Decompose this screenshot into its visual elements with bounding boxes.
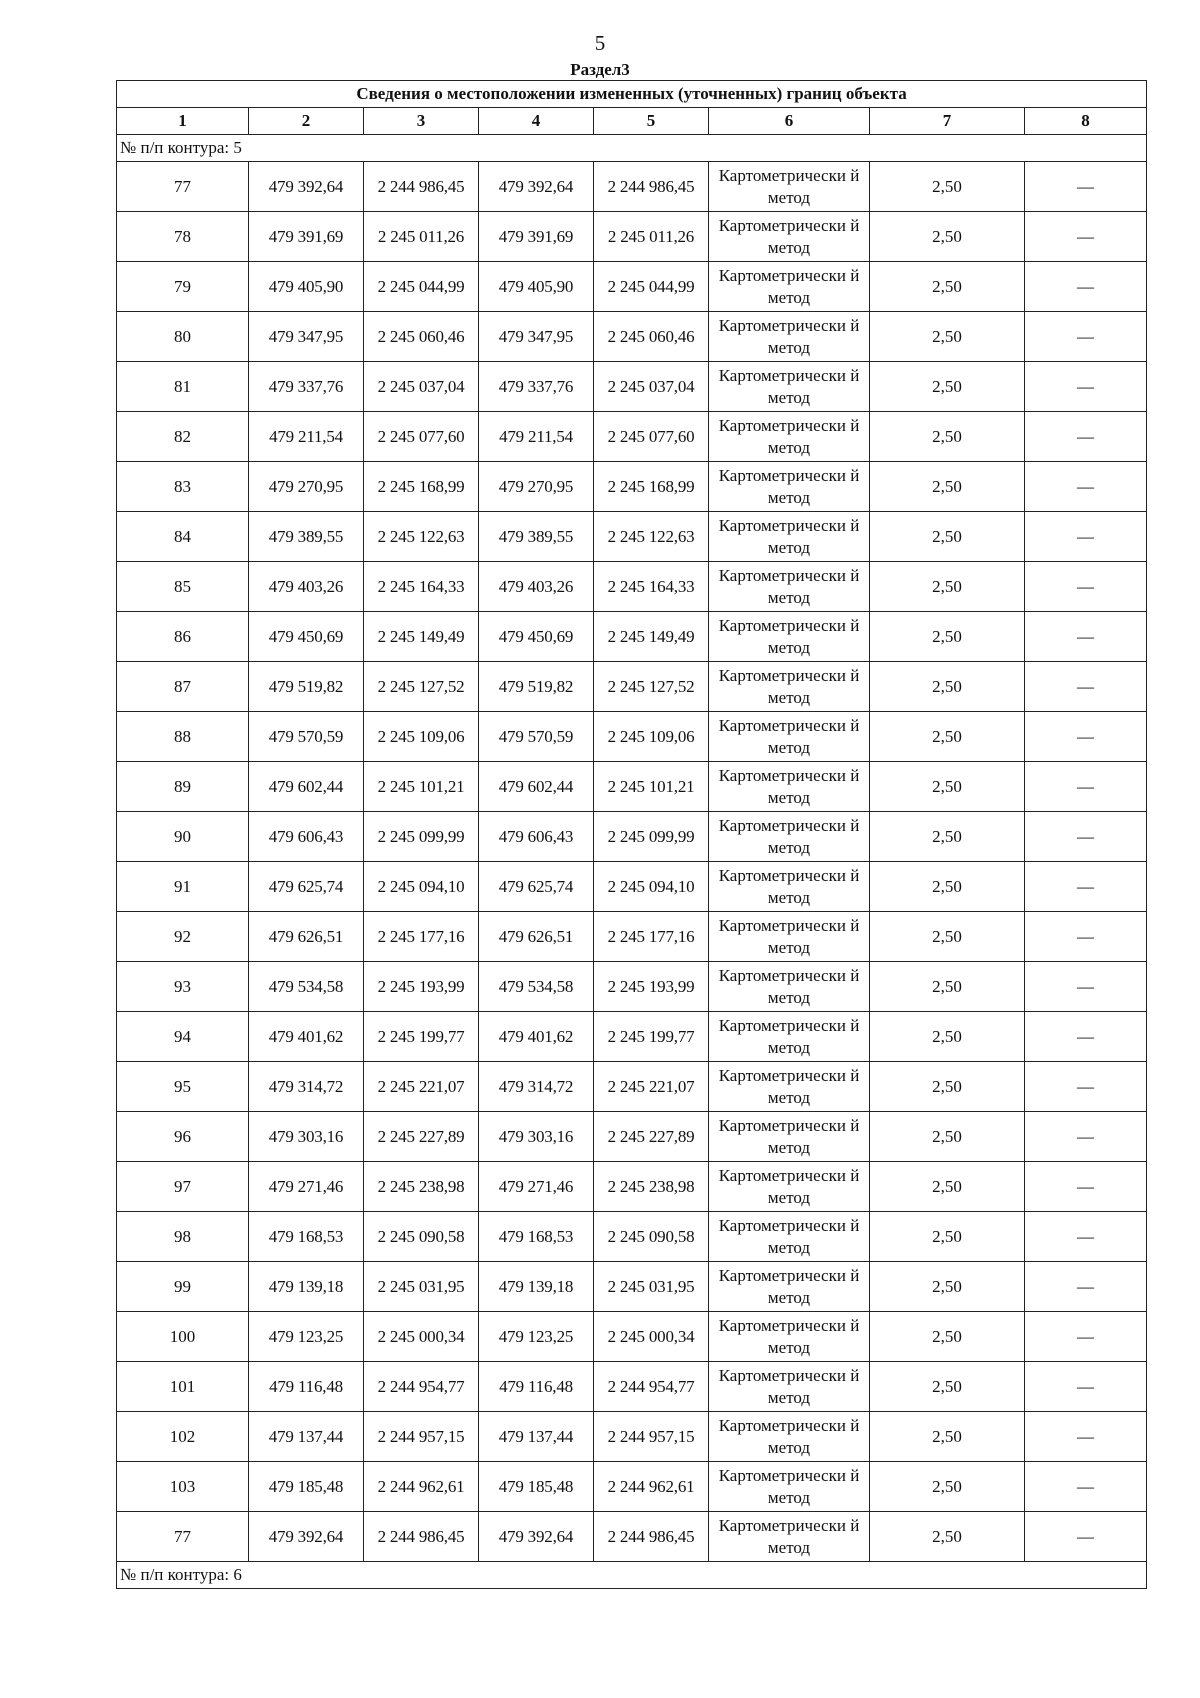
existing-x: 479 139,18 <box>249 1262 364 1312</box>
refined-x: 479 626,51 <box>479 912 594 962</box>
point-number: 88 <box>117 712 249 762</box>
refined-x: 479 391,69 <box>479 212 594 262</box>
refined-y: 2 245 127,52 <box>594 662 709 712</box>
table-row <box>117 712 1147 762</box>
refined-x: 479 392,64 <box>479 162 594 212</box>
point-number: 77 <box>117 162 249 212</box>
point-number: 83 <box>117 462 249 512</box>
refined-x: 479 168,53 <box>479 1212 594 1262</box>
existing-y: 2 245 011,26 <box>364 212 479 262</box>
note-cell: — <box>1025 262 1147 312</box>
accuracy-cell: 2,50 <box>870 612 1025 662</box>
refined-y: 2 245 037,04 <box>594 362 709 412</box>
refined-y: 2 245 177,16 <box>594 912 709 962</box>
refined-x: 479 405,90 <box>479 262 594 312</box>
note-cell: — <box>1025 1112 1147 1162</box>
existing-x: 479 626,51 <box>249 912 364 962</box>
point-number: 103 <box>117 1462 249 1512</box>
point-number: 77 <box>117 1512 249 1562</box>
note-cell: — <box>1025 412 1147 462</box>
refined-x: 479 602,44 <box>479 762 594 812</box>
refined-y: 2 245 011,26 <box>594 212 709 262</box>
existing-y: 2 245 127,52 <box>364 662 479 712</box>
note-cell: — <box>1025 1212 1147 1262</box>
accuracy-cell: 2,50 <box>870 1112 1025 1162</box>
table-row <box>117 912 1147 962</box>
note-cell: — <box>1025 512 1147 562</box>
refined-x: 479 270,95 <box>479 462 594 512</box>
existing-x: 479 519,82 <box>249 662 364 712</box>
refined-x: 479 519,82 <box>479 662 594 712</box>
table-row <box>117 962 1147 1012</box>
column-number: 7 <box>870 108 1025 135</box>
table-row <box>117 262 1147 312</box>
refined-y: 2 244 954,77 <box>594 1362 709 1412</box>
method-cell: Картометрически й метод <box>709 1362 870 1412</box>
existing-x: 479 392,64 <box>249 1512 364 1562</box>
refined-y: 2 245 193,99 <box>594 962 709 1012</box>
section-title: Раздел3 <box>570 60 630 79</box>
accuracy-cell: 2,50 <box>870 662 1025 712</box>
existing-y: 2 245 090,58 <box>364 1212 479 1262</box>
accuracy-cell: 2,50 <box>870 1312 1025 1362</box>
column-number-row <box>117 108 1147 135</box>
method-cell: Картометрически й метод <box>709 362 870 412</box>
accuracy-cell: 2,50 <box>870 162 1025 212</box>
table-row <box>117 1162 1147 1212</box>
method-cell: Картометрически й метод <box>709 162 870 212</box>
method-cell: Картометрически й метод <box>709 1062 870 1112</box>
method-cell: Картометрически й метод <box>709 612 870 662</box>
column-number: 3 <box>364 108 479 135</box>
point-number: 96 <box>117 1112 249 1162</box>
existing-x: 479 401,62 <box>249 1012 364 1062</box>
existing-x: 479 137,44 <box>249 1412 364 1462</box>
point-number: 86 <box>117 612 249 662</box>
existing-y: 2 244 954,77 <box>364 1362 479 1412</box>
note-cell: — <box>1025 212 1147 262</box>
refined-x: 479 337,76 <box>479 362 594 412</box>
accuracy-cell: 2,50 <box>870 212 1025 262</box>
method-cell: Картометрически й метод <box>709 712 870 762</box>
accuracy-cell: 2,50 <box>870 962 1025 1012</box>
table-row <box>117 612 1147 662</box>
refined-x: 479 139,18 <box>479 1262 594 1312</box>
accuracy-cell: 2,50 <box>870 1162 1025 1212</box>
point-number: 79 <box>117 262 249 312</box>
method-cell: Картометрически й метод <box>709 1212 870 1262</box>
point-number: 101 <box>117 1362 249 1412</box>
refined-y: 2 244 986,45 <box>594 1512 709 1562</box>
existing-y: 2 245 221,07 <box>364 1062 479 1112</box>
column-number: 6 <box>709 108 870 135</box>
table-row <box>117 1462 1147 1512</box>
point-number: 84 <box>117 512 249 562</box>
table-row <box>117 512 1147 562</box>
existing-y: 2 245 031,95 <box>364 1262 479 1312</box>
existing-y: 2 245 227,89 <box>364 1112 479 1162</box>
existing-y: 2 245 094,10 <box>364 862 479 912</box>
existing-y: 2 245 099,99 <box>364 812 479 862</box>
column-number: 1 <box>117 108 249 135</box>
existing-y: 2 244 957,15 <box>364 1412 479 1462</box>
accuracy-cell: 2,50 <box>870 562 1025 612</box>
note-cell: — <box>1025 1312 1147 1362</box>
refined-y: 2 245 094,10 <box>594 862 709 912</box>
point-number: 98 <box>117 1212 249 1262</box>
existing-x: 479 123,25 <box>249 1312 364 1362</box>
existing-x: 479 389,55 <box>249 512 364 562</box>
note-cell: — <box>1025 862 1147 912</box>
method-cell: Картометрически й метод <box>709 1312 870 1362</box>
refined-x: 479 534,58 <box>479 962 594 1012</box>
existing-y: 2 245 168,99 <box>364 462 479 512</box>
method-cell: Картометрически й метод <box>709 912 870 962</box>
point-number: 94 <box>117 1012 249 1062</box>
existing-x: 479 392,64 <box>249 162 364 212</box>
accuracy-cell: 2,50 <box>870 762 1025 812</box>
point-number: 80 <box>117 312 249 362</box>
existing-y: 2 244 986,45 <box>364 162 479 212</box>
column-number: 5 <box>594 108 709 135</box>
table-row <box>117 1362 1147 1412</box>
method-cell: Картометрически й метод <box>709 1012 870 1062</box>
note-cell: — <box>1025 362 1147 412</box>
note-cell: — <box>1025 762 1147 812</box>
note-cell: — <box>1025 162 1147 212</box>
refined-x: 479 347,95 <box>479 312 594 362</box>
note-cell: — <box>1025 562 1147 612</box>
existing-x: 479 403,26 <box>249 562 364 612</box>
table-row <box>117 1512 1147 1562</box>
method-cell: Картометрически й метод <box>709 1412 870 1462</box>
column-number: 4 <box>479 108 594 135</box>
existing-y: 2 245 000,34 <box>364 1312 479 1362</box>
accuracy-cell: 2,50 <box>870 262 1025 312</box>
existing-x: 479 450,69 <box>249 612 364 662</box>
refined-y: 2 245 164,33 <box>594 562 709 612</box>
existing-x: 479 602,44 <box>249 762 364 812</box>
point-number: 81 <box>117 362 249 412</box>
existing-y: 2 244 986,45 <box>364 1512 479 1562</box>
refined-y: 2 245 199,77 <box>594 1012 709 1062</box>
point-number: 97 <box>117 1162 249 1212</box>
contour-label: № п/п контура: 6 <box>117 1562 1147 1589</box>
table-row <box>117 1112 1147 1162</box>
existing-x: 479 168,53 <box>249 1212 364 1262</box>
existing-x: 479 606,43 <box>249 812 364 862</box>
method-cell: Картометрически й метод <box>709 262 870 312</box>
existing-y: 2 245 177,16 <box>364 912 479 962</box>
note-cell: — <box>1025 312 1147 362</box>
existing-y: 2 245 044,99 <box>364 262 479 312</box>
point-number: 78 <box>117 212 249 262</box>
refined-y: 2 245 227,89 <box>594 1112 709 1162</box>
existing-x: 479 303,16 <box>249 1112 364 1162</box>
method-cell: Картометрически й метод <box>709 812 870 862</box>
point-number: 89 <box>117 762 249 812</box>
existing-y: 2 245 199,77 <box>364 1012 479 1062</box>
refined-y: 2 245 077,60 <box>594 412 709 462</box>
table-row <box>117 762 1147 812</box>
method-cell: Картометрически й метод <box>709 462 870 512</box>
note-cell: — <box>1025 812 1147 862</box>
accuracy-cell: 2,50 <box>870 1262 1025 1312</box>
table-row <box>117 1412 1147 1462</box>
method-cell: Картометрически й метод <box>709 1112 870 1162</box>
note-cell: — <box>1025 1012 1147 1062</box>
existing-x: 479 270,95 <box>249 462 364 512</box>
refined-y: 2 245 060,46 <box>594 312 709 362</box>
method-cell: Картометрически й метод <box>709 412 870 462</box>
refined-x: 479 303,16 <box>479 1112 594 1162</box>
page-number: 5 <box>594 31 606 55</box>
method-cell: Картометрически й метод <box>709 1162 870 1212</box>
refined-y: 2 245 044,99 <box>594 262 709 312</box>
existing-x: 479 347,95 <box>249 312 364 362</box>
refined-y: 2 244 986,45 <box>594 162 709 212</box>
table-row <box>117 462 1147 512</box>
existing-y: 2 245 037,04 <box>364 362 479 412</box>
accuracy-cell: 2,50 <box>870 512 1025 562</box>
existing-x: 479 314,72 <box>249 1062 364 1112</box>
note-cell: — <box>1025 1362 1147 1412</box>
table-row <box>117 212 1147 262</box>
refined-x: 479 314,72 <box>479 1062 594 1112</box>
table-row <box>117 312 1147 362</box>
existing-y: 2 245 060,46 <box>364 312 479 362</box>
existing-y: 2 245 101,21 <box>364 762 479 812</box>
table-row <box>117 1012 1147 1062</box>
refined-y: 2 245 031,95 <box>594 1262 709 1312</box>
refined-y: 2 245 168,99 <box>594 462 709 512</box>
method-cell: Картометрически й метод <box>709 662 870 712</box>
table-row <box>117 412 1147 462</box>
accuracy-cell: 2,50 <box>870 1012 1025 1062</box>
point-number: 102 <box>117 1412 249 1462</box>
accuracy-cell: 2,50 <box>870 412 1025 462</box>
table-row <box>117 812 1147 862</box>
refined-y: 2 244 957,15 <box>594 1412 709 1462</box>
point-number: 82 <box>117 412 249 462</box>
boundary-coordinates-table <box>116 80 1147 1589</box>
existing-x: 479 337,76 <box>249 362 364 412</box>
method-cell: Картометрически й метод <box>709 1512 870 1562</box>
method-cell: Картометрически й метод <box>709 1262 870 1312</box>
existing-y: 2 245 164,33 <box>364 562 479 612</box>
existing-x: 479 211,54 <box>249 412 364 462</box>
accuracy-cell: 2,50 <box>870 1512 1025 1562</box>
note-cell: — <box>1025 912 1147 962</box>
table-caption: Сведения о местоположении измененных (уточненных) границ объекта <box>117 81 1147 108</box>
table-row <box>117 862 1147 912</box>
refined-x: 479 401,62 <box>479 1012 594 1062</box>
existing-x: 479 405,90 <box>249 262 364 312</box>
refined-y: 2 244 962,61 <box>594 1462 709 1512</box>
accuracy-cell: 2,50 <box>870 1362 1025 1412</box>
accuracy-cell: 2,50 <box>870 312 1025 362</box>
accuracy-cell: 2,50 <box>870 912 1025 962</box>
refined-x: 479 403,26 <box>479 562 594 612</box>
existing-y: 2 245 077,60 <box>364 412 479 462</box>
refined-x: 479 450,69 <box>479 612 594 662</box>
existing-y: 2 244 962,61 <box>364 1462 479 1512</box>
existing-y: 2 245 193,99 <box>364 962 479 1012</box>
point-number: 90 <box>117 812 249 862</box>
table-row <box>117 1212 1147 1262</box>
note-cell: — <box>1025 1512 1147 1562</box>
refined-x: 479 625,74 <box>479 862 594 912</box>
refined-x: 479 116,48 <box>479 1362 594 1412</box>
accuracy-cell: 2,50 <box>870 712 1025 762</box>
existing-x: 479 625,74 <box>249 862 364 912</box>
accuracy-cell: 2,50 <box>870 1062 1025 1112</box>
accuracy-cell: 2,50 <box>870 812 1025 862</box>
column-number: 2 <box>249 108 364 135</box>
accuracy-cell: 2,50 <box>870 1462 1025 1512</box>
refined-y: 2 245 101,21 <box>594 762 709 812</box>
refined-y: 2 245 000,34 <box>594 1312 709 1362</box>
note-cell: — <box>1025 462 1147 512</box>
existing-y: 2 245 122,63 <box>364 512 479 562</box>
refined-x: 479 185,48 <box>479 1462 594 1512</box>
table-row <box>117 562 1147 612</box>
existing-y: 2 245 109,06 <box>364 712 479 762</box>
method-cell: Картометрически й метод <box>709 862 870 912</box>
accuracy-cell: 2,50 <box>870 1412 1025 1462</box>
refined-x: 479 271,46 <box>479 1162 594 1212</box>
refined-y: 2 245 090,58 <box>594 1212 709 1262</box>
note-cell: — <box>1025 1162 1147 1212</box>
refined-y: 2 245 238,98 <box>594 1162 709 1212</box>
note-cell: — <box>1025 1412 1147 1462</box>
point-number: 92 <box>117 912 249 962</box>
table-row <box>117 162 1147 212</box>
refined-x: 479 392,64 <box>479 1512 594 1562</box>
refined-x: 479 211,54 <box>479 412 594 462</box>
note-cell: — <box>1025 712 1147 762</box>
point-number: 91 <box>117 862 249 912</box>
accuracy-cell: 2,50 <box>870 362 1025 412</box>
contour-label: № п/п контура: 5 <box>117 135 1147 162</box>
refined-x: 479 606,43 <box>479 812 594 862</box>
method-cell: Картометрически й метод <box>709 962 870 1012</box>
existing-x: 479 391,69 <box>249 212 364 262</box>
method-cell: Картометрически й метод <box>709 762 870 812</box>
table-row <box>117 1062 1147 1112</box>
refined-x: 479 137,44 <box>479 1412 594 1462</box>
existing-x: 479 116,48 <box>249 1362 364 1412</box>
existing-y: 2 245 238,98 <box>364 1162 479 1212</box>
method-cell: Картометрически й метод <box>709 562 870 612</box>
existing-x: 479 271,46 <box>249 1162 364 1212</box>
method-cell: Картометрически й метод <box>709 212 870 262</box>
accuracy-cell: 2,50 <box>870 1212 1025 1262</box>
note-cell: — <box>1025 662 1147 712</box>
point-number: 95 <box>117 1062 249 1112</box>
note-cell: — <box>1025 962 1147 1012</box>
table-row <box>117 662 1147 712</box>
refined-y: 2 245 221,07 <box>594 1062 709 1112</box>
method-cell: Картометрически й метод <box>709 512 870 562</box>
refined-y: 2 245 149,49 <box>594 612 709 662</box>
existing-x: 479 570,59 <box>249 712 364 762</box>
note-cell: — <box>1025 612 1147 662</box>
point-number: 85 <box>117 562 249 612</box>
refined-y: 2 245 109,06 <box>594 712 709 762</box>
refined-x: 479 570,59 <box>479 712 594 762</box>
column-number: 8 <box>1025 108 1147 135</box>
table-row <box>117 1312 1147 1362</box>
note-cell: — <box>1025 1262 1147 1312</box>
point-number: 93 <box>117 962 249 1012</box>
refined-y: 2 245 122,63 <box>594 512 709 562</box>
method-cell: Картометрически й метод <box>709 312 870 362</box>
refined-x: 479 123,25 <box>479 1312 594 1362</box>
note-cell: — <box>1025 1062 1147 1112</box>
point-number: 99 <box>117 1262 249 1312</box>
existing-x: 479 534,58 <box>249 962 364 1012</box>
refined-y: 2 245 099,99 <box>594 812 709 862</box>
note-cell: — <box>1025 1462 1147 1512</box>
existing-y: 2 245 149,49 <box>364 612 479 662</box>
method-cell: Картометрически й метод <box>709 1462 870 1512</box>
table-row <box>117 1262 1147 1312</box>
accuracy-cell: 2,50 <box>870 462 1025 512</box>
existing-x: 479 185,48 <box>249 1462 364 1512</box>
accuracy-cell: 2,50 <box>870 862 1025 912</box>
point-number: 100 <box>117 1312 249 1362</box>
refined-x: 479 389,55 <box>479 512 594 562</box>
table-row <box>117 362 1147 412</box>
point-number: 87 <box>117 662 249 712</box>
